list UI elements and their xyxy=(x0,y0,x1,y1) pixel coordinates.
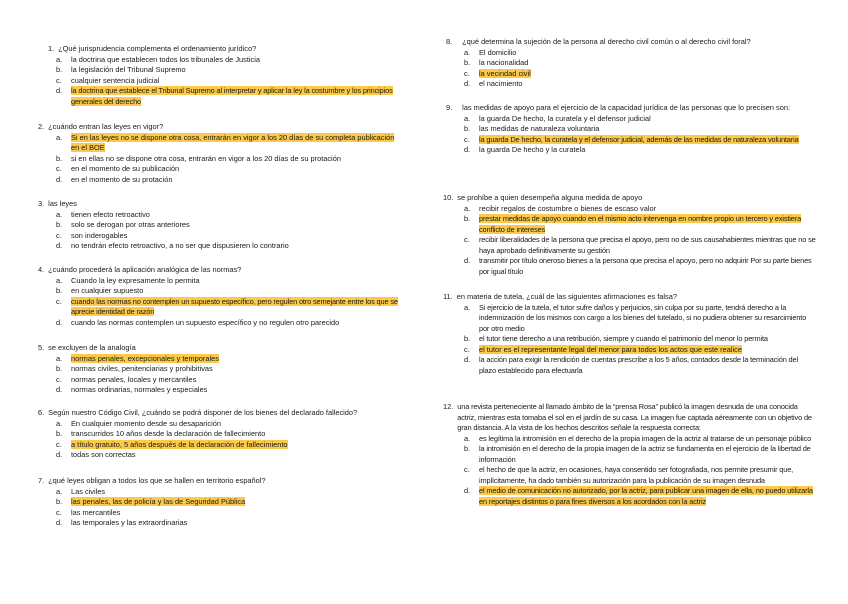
option-d[interactable]: d. el nacimiento xyxy=(464,79,523,88)
highlighted-answer: a título gratuito, 5 años después de la declaración de fallecimiento xyxy=(71,439,288,449)
question-7: 7. ¿qué leyes obligan a todos los que se hallen en territorio español? a. Las civiles b. las penales, las de policía y las de Seguridad Pública c. las mercantiles d. las temporales y las extraordinarias xyxy=(38,476,398,529)
option-c[interactable]: c. cualquier sentencia judicial xyxy=(56,75,160,85)
option-b-correct[interactable]: b. las penales, las de policía y las de Seguridad Pública xyxy=(56,497,246,506)
option-b[interactable]: b. en cualquier supuesto xyxy=(56,286,144,295)
highlighted-answer: la doctrina que establece el Tribunal Supremo al interpretar y aplicar la ley la costumbre y los principios generales del derecho xyxy=(71,86,393,106)
option-d-correct[interactable]: d. el medio de comunicación no autorizado, por la actriz, para publicar una imagen de ella, no puedo utilizarla en reportajes distintos o para fines diversos a los acordados con la actriz xyxy=(464,486,813,506)
option-d-correct[interactable]: d. la doctrina que establece el Tribunal Supremo al interpretar y aplicar la ley la costumbre y los principios generales del derecho xyxy=(56,86,393,106)
question-12: 12. una revista perteneciente al llamado ámbito de la “prensa Rosa” publicó la imagen desnuda de una conocida actriz, mientras esta tomaba el sol en el jardín de su casa. La imagen fue captada aéreamente con un objetivo de gran distancia. A la vista de los hechos descritos señale la respuesta correcta: a. es legítima la intromisión en el derecho de la propia imagen de la actriz al tratarse de un personaje público b. la intromisión en el derecho de la propia imagen de la actriz se fundamenta en el ejercicio de la libertad de información c. el hecho de que la actriz, en ocasiones, haya consentido ser fotografiada, nos permite presumir que, implícitamente, ha dado también su autorización para la publicación de su imagen desnuda d. el medio de comunicación no autorizado, por la actriz, para publicar una imagen de ella, no puedo utilizarla en reportajes distintos o para fines diversos a los acordados con la actriz xyxy=(443,402,816,507)
option-c-correct[interactable]: c. el tutor es el representante legal del menor para todos los actos que este realice xyxy=(464,344,742,354)
option-a[interactable]: a. Las civiles xyxy=(56,486,106,496)
option-a[interactable]: a. Cuando la ley expresamente lo permita xyxy=(56,275,200,285)
option-a[interactable]: a. recibir regalos de costumbre o bienes de escaso valor xyxy=(464,203,657,213)
option-b[interactable]: b. si en ellas no se dispone otra cosa, entrarán en vigor a los 20 días de su protación xyxy=(56,153,341,163)
option-c[interactable]: c. son inderogables xyxy=(56,230,128,240)
option-b[interactable]: b. solo se derogan por otras anteriores xyxy=(56,220,190,229)
question-5: 5. se excluyen de la analogía a. normas penales, excepcionales y temporales b. normas civiles, penitenciarias y prohibitivas c. normas penales, locales y mercantiles d. normas ordinarias, normales y especiales xyxy=(38,343,398,396)
question-8: 8. ¿qué determina la sujeción de la persona al derecho civil común o al derecho civil foral? a. El domicilio b. la nacionalidad c. la vecindad civil d. el nacimiento xyxy=(446,37,816,90)
highlighted-answer: Si en las leyes no se dispone otra cosa, entrarán en vigor a los 20 días de su completa publicación en el BOE xyxy=(71,132,395,152)
option-c[interactable]: c. el hecho de que la actriz, en ocasiones, haya consentido ser fotografiada, nos permite presumir que, implícitamente, ha dado también su autorización para la publicación de su imagen desnuda xyxy=(464,465,794,485)
option-d[interactable]: d. en el momento de su protación xyxy=(56,174,173,184)
option-d[interactable]: d. la acción para exigir la rendición de cuentas prescribe a los 5 años, contados desde la terminación del plazo establecido para efectuarla xyxy=(464,355,798,375)
option-b[interactable]: b. la legislación del Tribunal Supremo xyxy=(56,65,186,74)
option-d[interactable]: d. normas ordinarias, normales y especiales xyxy=(56,385,208,394)
option-c-correct[interactable]: c. la vecindad civil xyxy=(464,68,531,78)
option-a[interactable]: a. es legítima la intromisión en el derecho de la propia imagen de la actriz al tratarse de un personaje público xyxy=(464,433,812,443)
option-c[interactable]: c. normas penales, locales y mercantiles xyxy=(56,374,197,384)
option-c-correct[interactable]: c. a título gratuito, 5 años después de la declaración de fallecimiento xyxy=(56,439,288,449)
question-9: 9. las medidas de apoyo para el ejercicio de la capacidad jurídica de las personas que lo precisen son: a. la guarda De hecho, la curatela y el defensor judicial b. las medidas de naturaleza voluntaria c. la guarda De hecho, la curatela y el defensor judicial, además de las medidas de naturaleza voluntaria d. la guarda De hecho y la curatela xyxy=(446,103,816,156)
option-b[interactable]: b. la intromisión en el derecho de la propia imagen de la actriz se fundamenta en el ejercicio de la libertad de información xyxy=(464,444,811,464)
question-1 xyxy=(48,44,408,107)
option-b[interactable]: b. el tutor tiene derecho a una retribución, siempre y cuando el patrimonio del menor lo permita xyxy=(464,334,768,343)
question-text: ¿Qué jurisprudencia complementa el ordenamiento jurídico? xyxy=(58,44,257,53)
option-a[interactable]: a. En cualquier momento desde su desaparición xyxy=(56,418,221,428)
question-3: 3. las leyes a. tienen efecto retroactivo b. solo se derogan por otras anteriores c. son inderogables d. no tendrán efecto retroactivo, a no ser que dispusieren lo contrario xyxy=(38,199,398,252)
highlighted-answer: las penales, las de policía y las de Seguridad Pública xyxy=(71,497,246,506)
question-2: 2. ¿cuándo entran las leyes en vigor? a. Si en las leyes no se dispone otra cosa, entrarán en vigor a los 20 días de su completa publicación en el BOE b. si en ellas no se dispone otra cosa, entrarán en vigor a los 20 días de su protación c. en el momento de su publicación d. en el momento de su protación xyxy=(38,122,398,185)
question-number: 1. xyxy=(48,44,55,53)
option-a[interactable]: a. tienen efecto retroactivo xyxy=(56,209,150,219)
question-10: 10. se prohíbe a quien desempeña alguna medida de apoyo a. recibir regalos de costumbre o bienes de escaso valor b. prestar medidas de apoyo cuando en el mismo acto intervenga en nombre propio un tercero y existiera conflicto de intereses c. recibir liberalidades de la persona que precisa el apoyo, pero no de sus causahabientes mientras que no se haya aprobado definitivamente su gestión d. transmitir por título oneroso bienes a la persona que precisa el apoyo, pero no adquirir Por su parte bienes por igual título xyxy=(443,193,816,276)
option-b-correct[interactable]: b. prestar medidas de apoyo cuando en el mismo acto intervenga en nombre propio un tercero y existiera conflicto de intereses xyxy=(464,214,802,234)
question-6: 6. Según nuestro Código Civil, ¿cuándo se podrá disponer de los bienes del declarado fallecido? a. En cualquier momento desde su desaparición b. transcurridos 10 años desde la declaración de fallecimiento c. a título gratuito, 5 años después de la declaración de fallecimiento d. todas son correctas xyxy=(38,408,418,461)
option-d[interactable]: d. la guarda De hecho y la curatela xyxy=(464,145,586,154)
highlighted-answer: normas penales, excepcionales y temporales xyxy=(71,353,219,363)
highlighted-answer: cuando las normas no contemplen un supuesto específico, pero regulen otro semejante entre los que se aprecie identidad de razón xyxy=(71,296,398,316)
option-b[interactable]: b. normas civiles, penitenciarias y prohibitivas xyxy=(56,364,213,373)
option-b[interactable]: b. transcurridos 10 años desde la declaración de fallecimiento xyxy=(56,429,266,438)
highlighted-answer: la guarda De hecho, la curatela y el defensor judicial, además de las medidas de naturaleza voluntaria xyxy=(479,134,799,144)
option-c[interactable]: c. las mercantiles xyxy=(56,507,121,517)
option-c-correct[interactable]: c. cuando las normas no contemplen un supuesto específico, pero regulen otro semejante entre los que se aprecie identidad de razón xyxy=(56,296,398,316)
option-a[interactable]: a. El domicilio xyxy=(464,47,517,57)
option-d[interactable]: d. no tendrán efecto retroactivo, a no ser que dispusieren lo contrario xyxy=(56,241,289,250)
highlighted-answer: el tutor es el representante legal del menor para todos los actos que este realice xyxy=(479,344,742,354)
option-c[interactable]: c. en el momento de su publicación xyxy=(56,164,180,173)
option-d[interactable]: d. las temporales y las extraordinarias xyxy=(56,518,188,527)
option-c-correct[interactable]: c. la guarda De hecho, la curatela y el defensor judicial, además de las medidas de naturaleza voluntaria xyxy=(464,134,799,144)
option-a-correct[interactable]: a. Si en las leyes no se dispone otra cosa, entrarán en vigor a los 20 días de su completa publicación en el BOE xyxy=(56,132,395,152)
option-a[interactable]: a. la doctrina que establecen todos los tribunales de Justicia xyxy=(56,54,260,64)
option-a[interactable]: a. Si ejercicio de la tutela, el tutor sufre daños y perjuicios, sin culpa por su parte, tendrá derecho a la indemnización de los mismos con cargo a los bienes del tutelado, si no pudiera obtener su resarcimiento por otro medio xyxy=(464,302,807,333)
option-d[interactable]: d. todas son correctas xyxy=(56,450,136,459)
option-a-correct[interactable]: a. normas penales, excepcionales y temporales xyxy=(56,353,219,363)
option-c[interactable]: c. recibir liberalidades de la persona que precisa el apoyo, pero no de sus causahabientes mientras que no se haya aprobado definitivamente su gestión xyxy=(464,235,816,255)
question-4: 4. ¿cuándo procederá la aplicación analógica de las normas? a. Cuando la ley expresamente lo permita b. en cualquier supuesto c. cuando las normas no contemplen un supuesto específico, pero regulen otro semejante entre los que se aprecie identidad de razón d. cuando las normas contemplen un supuesto específico y no regulen otro parecido xyxy=(38,265,398,327)
highlighted-answer: prestar medidas de apoyo cuando en el mismo acto intervenga en nombre propio un tercero y existiera conflicto de intereses xyxy=(479,214,802,234)
option-d[interactable]: d. transmitir por título oneroso bienes a la persona que precisa el apoyo, pero no adquirir Por su parte bienes por igual título xyxy=(464,256,812,276)
highlighted-answer: el medio de comunicación no autorizado, por la actriz, para publicar una imagen de ella, no puedo utilizarla en reportajes distintos o para fines diversos a los acordados con la actriz xyxy=(479,486,813,506)
option-a[interactable]: a. la guarda De hecho, la curatela y el defensor judicial xyxy=(464,113,651,123)
option-d[interactable]: d. cuando las normas contemplen un supuesto específico y no regulen otro parecido xyxy=(56,317,340,327)
highlighted-answer: la vecindad civil xyxy=(479,68,531,78)
option-b[interactable]: b. las medidas de naturaleza voluntaria xyxy=(464,124,600,133)
question-11: 11. en materia de tutela, ¿cuál de las siguientes afirmaciones es falsa? a. Si ejercicio de la tutela, el tutor sufre daños y perjuicios, sin culpa por su parte, tendrá derecho a la indemnización de los mismos con cargo a los bienes del tutelado, si no pudiera obtener su resarcimiento por otro medio b. el tutor tiene derecho a una retribución, siempre y cuando el patrimonio del menor lo permita c. el tutor es el representante legal del menor para todos los actos que este realice d. la acción para exigir la rendición de cuentas prescribe a los 5 años, contados desde la terminación del plazo establecido para efectuarla xyxy=(443,292,816,376)
option-b[interactable]: b. la nacionalidad xyxy=(464,58,529,67)
